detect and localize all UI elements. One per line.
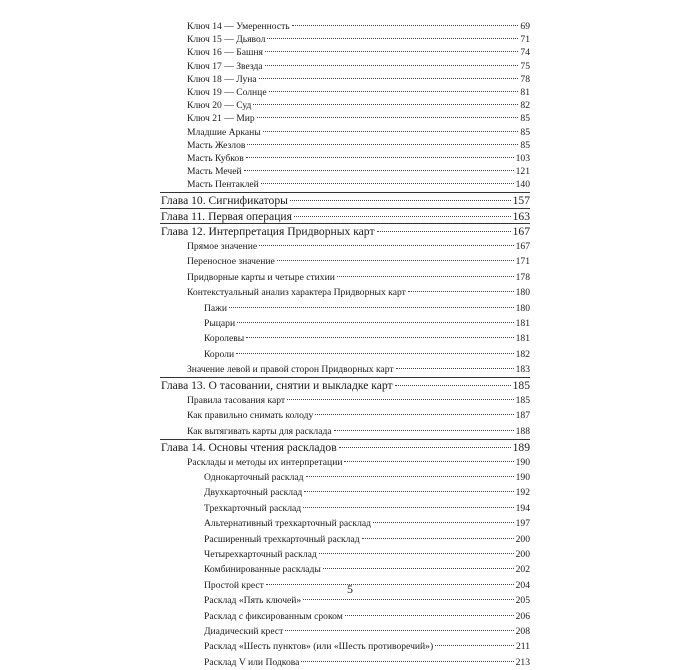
leader-dots — [265, 51, 519, 52]
toc-subsection[interactable] — [160, 609, 530, 624]
toc-subsection-page: 194 — [515, 502, 530, 514]
toc-subsection-label: Альтернативный трехкарточный расклад — [204, 518, 372, 530]
leader-dots — [247, 144, 518, 145]
toc-subsection-page: 181 — [515, 317, 530, 329]
toc-entry-label: Ключ 19 — Солнце — [187, 86, 267, 98]
toc-subsection-page: 213 — [515, 656, 530, 668]
toc-section-label: Правила тасования карт — [187, 394, 286, 406]
toc-subsection[interactable] — [160, 516, 530, 531]
toc-section-page: 180 — [515, 287, 530, 299]
toc-section[interactable] — [160, 408, 530, 423]
toc-chapter-page: 189 — [512, 441, 530, 455]
leader-dots — [323, 568, 514, 569]
toc-entry-page: 140 — [515, 179, 530, 191]
leader-dots — [373, 522, 514, 523]
toc-entry-label: Ключ 15 — Дьявол — [187, 34, 266, 46]
toc-subsection-label: Трехкарточный расклад — [204, 502, 302, 514]
toc-subsection-label: Однокарточный расклад — [204, 472, 304, 484]
leader-dots — [344, 461, 513, 462]
toc-section-page: 187 — [515, 410, 530, 422]
toc-entry[interactable] — [160, 21, 530, 34]
toc-section[interactable] — [160, 393, 530, 408]
leader-dots — [259, 78, 519, 79]
toc-section[interactable] — [160, 455, 530, 470]
toc-chapter-page: 157 — [512, 194, 530, 208]
toc-subsection-label: Расклад с фиксированным сроком — [204, 610, 343, 622]
toc-subsection-page: 192 — [515, 487, 530, 499]
toc-chapter[interactable] — [160, 377, 530, 393]
toc-subsection-label: Расширенный трехкарточный расклад — [204, 533, 360, 545]
toc-entry[interactable] — [160, 153, 530, 166]
toc-subsection[interactable] — [160, 562, 530, 577]
leader-dots — [294, 216, 511, 217]
toc-entry-page: 81 — [520, 86, 530, 98]
toc-chapter-label: Глава 13. О тасовании, снятии и выкладке карт — [161, 379, 393, 393]
toc-chapter[interactable] — [160, 192, 530, 208]
toc-entry-page: 78 — [520, 73, 530, 85]
toc-section[interactable] — [160, 254, 530, 269]
toc-entry[interactable] — [160, 140, 530, 153]
toc-section-label: Переносное значение — [187, 256, 275, 268]
toc-section-page: 185 — [515, 394, 530, 406]
leader-dots — [292, 25, 519, 26]
toc-section-label: Прямое значение — [187, 240, 258, 252]
toc-entry-page: 85 — [520, 126, 530, 138]
leader-dots — [290, 200, 511, 201]
leader-dots — [301, 661, 513, 662]
toc-entry-page: 82 — [520, 100, 530, 112]
toc-subsection[interactable] — [160, 470, 530, 485]
toc-entry-label: Ключ 16 — Башня — [187, 47, 263, 59]
toc-entry[interactable] — [160, 34, 530, 47]
toc-chapter-page: 185 — [512, 379, 530, 393]
toc-entry-label: Ключ 17 — Звезда — [187, 60, 263, 72]
toc-subsection-page: 181 — [515, 333, 530, 345]
leader-dots — [345, 615, 514, 616]
toc-section-label: Как вытягивать карты для расклада — [187, 425, 332, 437]
leader-dots — [267, 38, 518, 39]
leader-dots — [287, 399, 514, 400]
toc-entry-page: 69 — [520, 21, 530, 32]
toc-section-page: 183 — [515, 364, 530, 376]
toc-subsection[interactable] — [160, 639, 530, 654]
leader-dots — [334, 430, 514, 431]
leader-dots — [285, 630, 513, 631]
toc-chapter[interactable] — [160, 439, 530, 455]
toc-subsection-label: Расклад «Шесть пунктов» (или «Шесть противоречий») — [204, 641, 434, 653]
leader-dots — [263, 131, 519, 132]
toc-subsection[interactable] — [160, 347, 530, 362]
toc-chapter[interactable] — [160, 223, 530, 239]
leader-dots — [277, 260, 514, 261]
leader-dots — [253, 104, 518, 105]
toc-entry-page: 85 — [520, 113, 530, 125]
toc-group-major-arcana — [160, 21, 530, 192]
leader-dots — [337, 276, 514, 277]
leader-dots — [408, 291, 514, 292]
toc-section-label: Как правильно снимать колоду — [187, 410, 314, 422]
toc-section-page: 171 — [515, 256, 530, 268]
toc-section-page: 167 — [515, 240, 530, 252]
leader-dots — [377, 231, 511, 232]
toc-chapter-label: Глава 11. Первая операция — [161, 209, 292, 223]
toc-entry-label: Масть Кубков — [187, 152, 244, 164]
toc-subsection-page: 208 — [515, 625, 530, 637]
leader-dots — [362, 538, 514, 539]
toc-entry[interactable] — [160, 127, 530, 140]
toc-chapter-label: Глава 10. Сигнификаторы — [161, 194, 288, 208]
toc-entry-label: Ключ 20 — Суд — [187, 100, 252, 112]
leader-dots — [229, 307, 514, 308]
page-number: 5 — [347, 582, 353, 596]
toc-entry-label: Ключ 18 — Луна — [187, 73, 257, 85]
toc-entry[interactable] — [160, 100, 530, 113]
leader-dots — [259, 245, 513, 246]
toc-subsection[interactable] — [160, 301, 530, 316]
toc-entry[interactable] — [160, 61, 530, 74]
toc-subsection-page: 211 — [515, 641, 530, 653]
toc-subsection-page: 197 — [515, 518, 530, 530]
leader-dots — [304, 491, 513, 492]
toc-entry[interactable] — [160, 47, 530, 60]
toc-entry-label: Ключ 21 — Мир — [187, 113, 255, 125]
toc-subsection[interactable] — [160, 501, 530, 516]
toc-section-label: Придворные карты и четыре стихии — [187, 271, 335, 283]
toc-entry-page: 71 — [520, 34, 530, 46]
toc-subsection-label: Четырехкарточный расклад — [204, 548, 317, 560]
leader-dots — [237, 322, 514, 323]
toc-subsection-page: 200 — [515, 533, 530, 545]
leader-dots — [435, 645, 514, 646]
toc-entry-label: Масть Жезлов — [187, 139, 246, 151]
toc-entry-page: 103 — [515, 152, 530, 164]
toc-entry-page: 75 — [520, 60, 530, 72]
table-of-contents — [160, 21, 530, 670]
toc-subsection[interactable] — [160, 655, 530, 670]
toc-subsection[interactable] — [160, 485, 530, 500]
toc-section-page: 188 — [515, 425, 530, 437]
toc-entry[interactable] — [160, 179, 530, 192]
toc-entry-page: 74 — [520, 47, 530, 59]
leader-dots — [246, 157, 514, 158]
toc-subsection-label: Двухкарточный расклад — [204, 487, 303, 499]
toc-chapter-page: 163 — [512, 209, 530, 223]
toc-subsection[interactable] — [160, 547, 530, 562]
leader-dots — [246, 337, 513, 338]
toc-section-page: 178 — [515, 271, 530, 283]
toc-subsection[interactable] — [160, 316, 530, 331]
toc-subsection[interactable] — [160, 532, 530, 547]
leader-dots — [257, 117, 519, 118]
toc-entry[interactable] — [160, 87, 530, 100]
toc-subsection[interactable] — [160, 624, 530, 639]
toc-section-page: 190 — [515, 456, 530, 468]
toc-subsection-page: 190 — [515, 472, 530, 484]
toc-section[interactable] — [160, 270, 530, 285]
toc-section[interactable] — [160, 239, 530, 254]
leader-dots — [396, 368, 514, 369]
toc-subsection-label: Пажи — [204, 302, 227, 314]
leader-dots — [236, 353, 514, 354]
toc-subsection-label: Простой крест — [204, 579, 264, 591]
toc-section-label: Расклады и методы их интерпретации — [187, 456, 343, 468]
leader-dots — [265, 65, 519, 66]
toc-subsection-page: 182 — [515, 348, 530, 360]
toc-subsection-label: Комбинированные расклады — [204, 564, 321, 576]
toc-subsection-page: 180 — [515, 302, 530, 314]
toc-entry-label: Масть Мечей — [187, 166, 242, 178]
toc-subsection-page: 202 — [515, 564, 530, 576]
leader-dots — [319, 553, 514, 554]
leader-dots — [306, 476, 514, 477]
leader-dots — [261, 183, 514, 184]
toc-entry-page: 121 — [515, 166, 530, 178]
toc-chapter[interactable] — [160, 208, 530, 224]
toc-subsection-label: Королевы — [204, 333, 245, 345]
toc-subsection-label: Короли — [204, 348, 235, 360]
toc-subsection-label: Диадический крест — [204, 625, 284, 637]
toc-entry[interactable] — [160, 113, 530, 126]
toc-subsection-label: Расклад «Пять ключей» — [204, 595, 302, 607]
toc-chapter-label: Глава 14. Основы чтения раскладов — [161, 441, 337, 455]
leader-dots — [244, 170, 514, 171]
toc-section-label: Контекстуальный анализ характера Придворных карт — [187, 287, 406, 299]
toc-subsection-page: 200 — [515, 548, 530, 560]
leader-dots — [315, 414, 513, 415]
toc-subsection[interactable] — [160, 331, 530, 346]
toc-entry-label: Младшие Арканы — [187, 126, 261, 138]
toc-subsection-page: 204 — [515, 579, 530, 591]
toc-subsection-page: 206 — [515, 610, 530, 622]
toc-entry-label: Масть Пентаклей — [187, 179, 259, 191]
toc-section[interactable] — [160, 424, 530, 439]
toc-subsection-page: 205 — [515, 595, 530, 607]
toc-entry[interactable] — [160, 74, 530, 87]
leader-dots — [269, 91, 519, 92]
toc-subsection-label: Расклад V или Подкова — [204, 656, 300, 668]
toc-section[interactable] — [160, 285, 530, 300]
toc-subsection-label: Рыцари — [204, 317, 236, 329]
toc-chapter-label: Глава 12. Интерпретация Придворных карт — [161, 225, 375, 239]
leader-dots — [339, 447, 511, 448]
toc-entry[interactable] — [160, 166, 530, 179]
toc-chapter-page: 167 — [512, 225, 530, 239]
toc-entry-page: 85 — [520, 139, 530, 151]
toc-entry-label: Ключ 14 — Умеренность — [187, 21, 290, 32]
toc-section-label: Значение левой и правой сторон Придворных карт — [187, 364, 394, 376]
toc-section[interactable] — [160, 362, 530, 377]
leader-dots — [303, 507, 513, 508]
leader-dots — [395, 385, 511, 386]
